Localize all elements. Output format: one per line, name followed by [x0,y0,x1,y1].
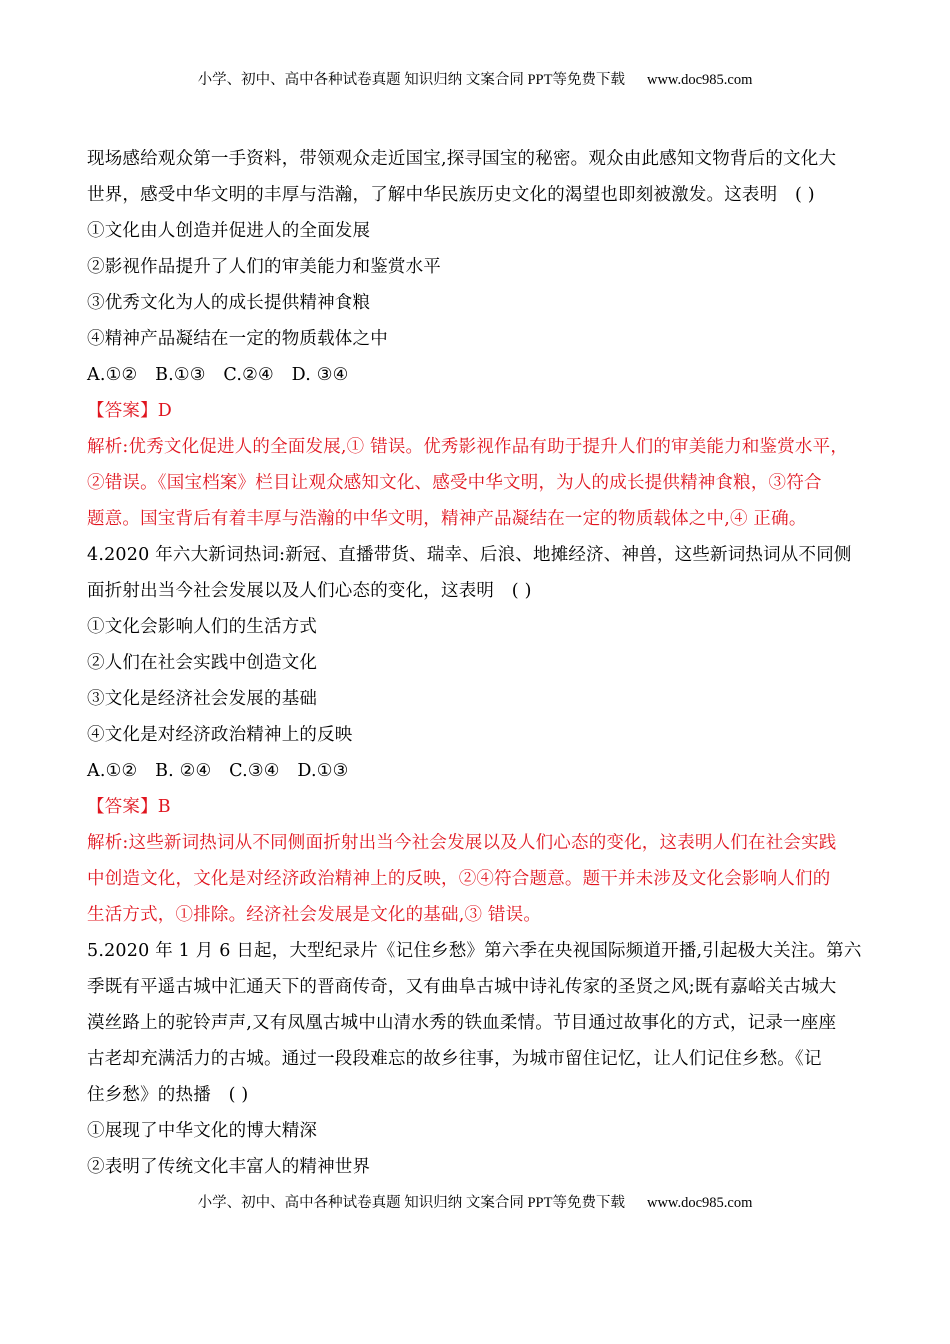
answer-options: A.①② B. ②④ C.③④ D.①③ [87,761,349,781]
statement-4: ④精神产品凝结在一定的物质载体之中 [87,329,388,349]
analysis-line: 解析:这些新词热词从不同侧面折射出当今社会发展以及人们心态的变化，这表明人们在社会实践 [87,833,837,853]
analysis-line: 解析:优秀文化促进人的全面发展,① 错误。优秀影视作品有助于提升人们的审美能力和鉴赏水平， [87,437,849,457]
question-stem-line: 面折射出当今社会发展以及人们心态的变化，这表明 ( ) [87,581,532,601]
question-stem-line: 季既有平遥古城中汇通天下的晋商传奇，又有曲阜古城中诗礼传家的圣贤之风;既有嘉峪关古城大 [87,977,837,997]
statement-2: ②表明了传统文化丰富人的精神世界 [87,1157,371,1177]
analysis-line: ②错误。《国宝档案》栏目让观众感知文化、感受中华文明，为人的成长提供精神食粮，③符合 [87,473,822,493]
footer-text: 小学、初中、高中各种试卷真题 知识归纳 文案合同 PPT等免费下载 [197,1195,625,1211]
statement-3: ③优秀文化为人的成长提供精神食粮 [87,293,371,313]
answer-label: 【答案】B [87,797,171,817]
question-stem-line: 4.2020 年六大新词热词:新冠、直播带货、瑞幸、后浪、地摊经济、神兽，这些新词热词从不同侧 [87,545,852,565]
question-5 [87,933,897,1185]
question-stem-line: 5.2020 年 1 月 6 日起，大型纪录片《记住乡愁》第六季在央视国际频道开播,引起极大关注。第六 [87,941,862,961]
statement-2: ②影视作品提升了人们的审美能力和鉴赏水平 [87,257,441,277]
question-stem-line: 现场感给观众第一手资料，带领观众走近国宝,探寻国宝的秘密。观众由此感知文物背后的文化大 [87,149,837,169]
statement-1: ①展现了中华文化的博大精深 [87,1121,318,1141]
document-body [87,141,897,1185]
statement-2: ②人们在社会实践中创造文化 [87,653,318,673]
question-stem-line: 住乡愁》的热播 ( ) [87,1085,249,1105]
answer-label: 【答案】D [87,401,173,421]
page-footer [0,1191,950,1212]
question-stem-line: 漠丝路上的驼铃声声,又有凤凰古城中山清水秀的铁血柔情。节目通过故事化的方式，记录一座座 [87,1013,837,1033]
header-url[interactable]: www.doc985.com [646,72,753,88]
analysis-line: 生活方式，①排除。经济社会发展是文化的基础,③ 错误。 [87,905,542,925]
question-3 [87,141,897,537]
statement-1: ①文化由人创造并促进人的全面发展 [87,221,371,241]
statement-1: ①文化会影响人们的生活方式 [87,617,318,637]
question-stem-line: 世界，感受中华文明的丰厚与浩瀚，了解中华民族历史文化的渴望也即刻被激发。这表明 ( ) [87,185,815,205]
statement-3: ③文化是经济社会发展的基础 [87,689,318,709]
footer-url[interactable]: www.doc985.com [646,1195,753,1211]
answer-options: A.①② B.①③ C.②④ D. ③④ [87,365,349,385]
analysis-line: 题意。国宝背后有着丰厚与浩瀚的中华文明，精神产品凝结在一定的物质载体之中,④ 正确。 [87,509,807,529]
analysis-line: 中创造文化，文化是对经济政治精神上的反映，②④符合题意。题干并未涉及文化会影响人们的 [87,869,831,889]
question-4 [87,537,897,933]
statement-4: ④文化是对经济政治精神上的反映 [87,725,353,745]
question-stem-line: 古老却充满活力的古城。通过一段段难忘的故乡往事，为城市留住记忆，让人们记住乡愁。《记 [87,1049,822,1069]
header-text: 小学、初中、高中各种试卷真题 知识归纳 文案合同 PPT等免费下载 [197,72,625,88]
page-header [0,68,950,89]
